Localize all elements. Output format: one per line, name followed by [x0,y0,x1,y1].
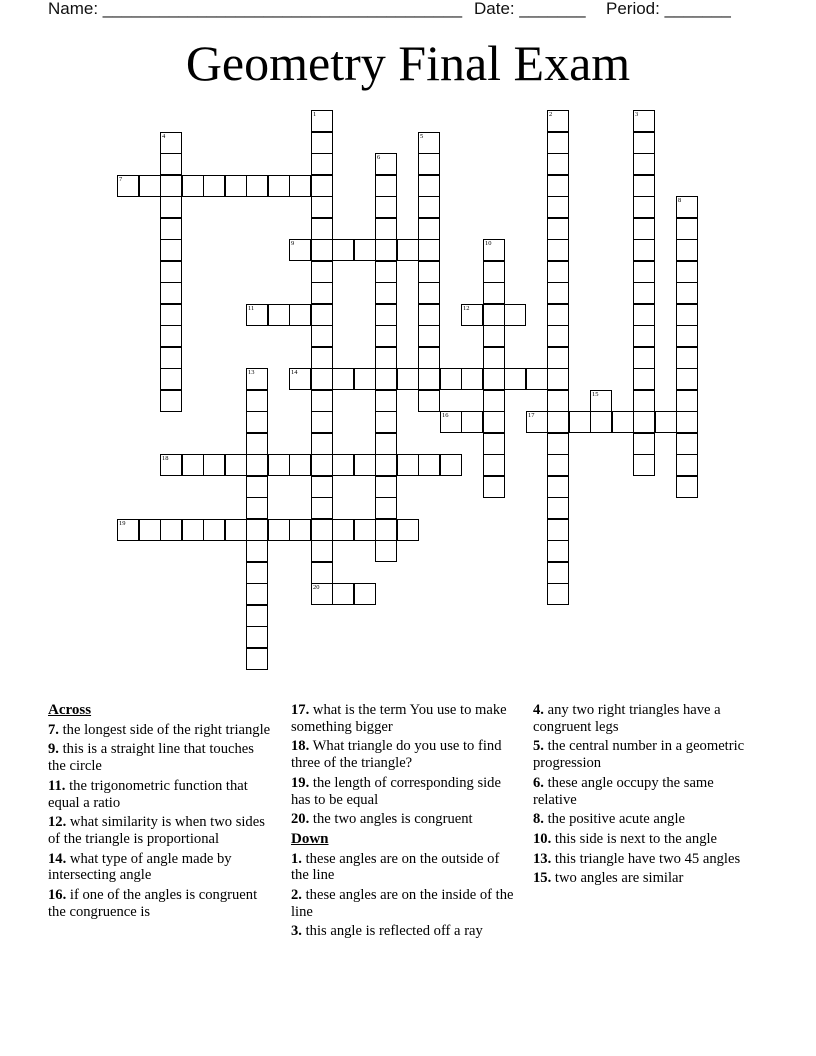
grid-cell[interactable] [246,390,268,412]
clue-number-label: 10 [485,240,492,247]
clue-text: What triangle do you use to find three of the triangle? [291,738,502,772]
grid-cell[interactable] [483,304,505,326]
grid-cell[interactable] [418,175,440,197]
clue-number-label: 5 [420,133,424,140]
across-heading: Across [48,702,92,718]
clue-number: 3. [291,923,302,940]
grid-cell[interactable] [633,325,655,347]
grid-cell[interactable] [547,390,569,412]
grid-cell[interactable] [418,239,440,261]
grid-cell[interactable] [418,196,440,218]
clue-text: two angles are similar [554,870,684,887]
grid-cell[interactable] [246,411,268,433]
grid-cell[interactable] [547,476,569,498]
grid-cell[interactable] [332,519,354,541]
grid-cell[interactable] [354,583,376,605]
grid-cell[interactable] [483,347,505,369]
grid-cell[interactable] [311,325,333,347]
clue-number-label: 1 [313,111,317,118]
clue-number-label: 9 [291,240,295,247]
grid-cell[interactable] [289,454,311,476]
clue-across-16 [48,887,273,920]
grid-cell[interactable] [246,648,268,670]
clue-down-1 [291,851,516,884]
clue-text: this side is next to the angle [554,830,718,847]
grid-cell[interactable] [311,282,333,304]
grid-cell[interactable] [289,304,311,326]
clue-down-15 [533,870,758,887]
grid-cell[interactable] [332,454,354,476]
grid-cell[interactable] [311,390,333,412]
clue-text: if one of the angles is congruent the congruence is [48,887,258,920]
grid-cell[interactable] [418,325,440,347]
clue-number: 19. [291,774,310,791]
grid-cell[interactable] [311,196,333,218]
clue-text: the length of corresponding side has to be equal [291,774,501,808]
grid-cell[interactable] [547,433,569,455]
grid-cell[interactable] [676,390,698,412]
grid-cell[interactable] [268,304,290,326]
clue-number: 1. [291,850,302,867]
clue-across-19 [291,775,516,808]
grid-cell[interactable] [547,540,569,562]
grid-cell[interactable] [160,218,182,240]
grid-cell[interactable] [375,454,397,476]
grid-cell[interactable] [547,583,569,605]
grid-cell[interactable] [461,411,483,433]
clue-number: 5. [533,738,544,755]
grid-cell[interactable] [676,304,698,326]
grid-cell[interactable] [633,454,655,476]
clue-number: 2. [291,887,302,904]
clue-text: the two angles is congruent [312,811,473,828]
grid-cell[interactable] [375,497,397,519]
clue-number-label: 3 [635,111,639,118]
grid-cell[interactable] [311,175,333,197]
clue-number-label: 13 [248,369,255,376]
grid-cell[interactable] [160,347,182,369]
grid-cell[interactable] [311,304,333,326]
grid-cell[interactable] [246,433,268,455]
clue-number-label: 12 [463,305,470,312]
grid-cell[interactable] [246,519,268,541]
clue-down-8 [533,811,758,828]
grid-cell[interactable] [246,605,268,627]
clue-text: the longest side of the right triangle [62,721,271,738]
grid-cell[interactable] [225,519,247,541]
grid-cell[interactable] [311,132,333,154]
grid-cell[interactable] [547,239,569,261]
grid-cell[interactable] [139,175,161,197]
clue-down-10 [533,831,758,848]
clue-across-18 [291,738,516,771]
clue-number-label: 18 [162,455,169,462]
page-title: Geometry Final Exam [185,35,631,91]
grid-cell[interactable] [311,153,333,175]
grid-cell[interactable] [246,476,268,498]
clue-number: 9. [48,741,59,758]
grid-cell[interactable] [375,304,397,326]
grid-cell[interactable] [676,411,698,433]
grid-cell[interactable] [160,196,182,218]
grid-cell[interactable] [160,325,182,347]
grid-cell[interactable] [676,347,698,369]
grid-cell[interactable] [375,368,397,390]
grid-cell[interactable] [375,239,397,261]
clue-text: these angles are on the inside of the line [291,887,514,920]
grid-cell[interactable] [311,261,333,283]
clue-text: this is a straight line that touches the circle [48,741,254,775]
grid-cell[interactable] [633,239,655,261]
grid-cell[interactable] [483,282,505,304]
grid-cell[interactable] [547,175,569,197]
grid-cell[interactable] [633,368,655,390]
grid-cell[interactable] [418,218,440,240]
grid-cell[interactable] [311,433,333,455]
clue-number-label: 4 [162,133,166,140]
grid-cell[interactable] [676,433,698,455]
grid-cell[interactable] [311,497,333,519]
grid-cell[interactable] [397,454,419,476]
grid-cell[interactable] [418,282,440,304]
grid-cell[interactable] [397,239,419,261]
clues-column-1 [48,702,273,923]
grid-cell[interactable] [461,368,483,390]
grid-cell[interactable] [655,411,677,433]
clue-text: the trigonometric function that equal a ratio [48,777,248,811]
grid-cell[interactable] [354,454,376,476]
grid-cell[interactable] [311,562,333,584]
grid-cell[interactable] [182,519,204,541]
grid-cell[interactable] [311,411,333,433]
grid-cell[interactable] [160,304,182,326]
grid-cell[interactable] [246,562,268,584]
grid-cell[interactable] [547,519,569,541]
grid-cell[interactable] [375,218,397,240]
clue-number-label: 14 [291,369,298,376]
grid-cell[interactable] [483,390,505,412]
grid-cell[interactable] [418,454,440,476]
grid-cell[interactable] [483,411,505,433]
grid-cell[interactable] [246,497,268,519]
clue-number: 12. [48,814,67,831]
clue-text: any two right triangles have a congruent legs [533,702,721,735]
grid-cell[interactable] [311,239,333,261]
grid-cell[interactable] [633,132,655,154]
clue-number: 18. [291,738,310,755]
clue-number-label: 16 [442,412,449,419]
grid-cell[interactable] [633,282,655,304]
grid-cell[interactable] [246,175,268,197]
grid-cell[interactable] [418,347,440,369]
grid-cell[interactable] [590,411,612,433]
clue-number: 6. [533,774,544,791]
grid-cell[interactable] [268,454,290,476]
clues-column-2 [291,702,516,943]
grid-cell[interactable] [268,175,290,197]
grid-cell[interactable] [160,261,182,283]
clue-text: these angle occupy the same relative [533,774,714,808]
clue-number-label: 15 [592,391,599,398]
grid-cell[interactable] [676,261,698,283]
grid-cell[interactable] [547,153,569,175]
clue-number: 7. [48,721,59,738]
grid-cell[interactable] [246,583,268,605]
clue-down-4 [533,702,758,735]
grid-cell[interactable] [676,282,698,304]
grid-cell[interactable] [676,368,698,390]
grid-cell[interactable] [160,282,182,304]
grid-cell[interactable] [397,368,419,390]
grid-cell[interactable] [289,519,311,541]
clue-number: 4. [533,702,544,718]
grid-cell[interactable] [547,196,569,218]
clue-text: what is the term You use to make something bigger [291,702,507,735]
name-field[interactable]: Name: ______________________________________ [48,0,463,18]
grid-cell[interactable] [160,390,182,412]
clue-across-7 [48,722,273,739]
grid-cell[interactable] [504,304,526,326]
date-field[interactable]: Date: _______ [474,0,586,18]
grid-cell[interactable] [483,476,505,498]
grid-cell[interactable] [160,239,182,261]
clue-number: 16. [48,887,67,904]
grid-cell[interactable] [483,368,505,390]
grid-cell[interactable] [633,304,655,326]
clue-text: what type of angle made by intersecting angle [48,850,232,884]
clue-number-label: 20 [313,584,320,591]
grid-cell[interactable] [311,454,333,476]
grid-cell[interactable] [246,540,268,562]
grid-cell[interactable] [160,519,182,541]
grid-cell[interactable] [375,196,397,218]
grid-cell[interactable] [418,368,440,390]
grid-cell[interactable] [375,411,397,433]
grid-cell[interactable] [375,390,397,412]
grid-cell[interactable] [375,476,397,498]
clue-number-label: 17 [528,412,535,419]
clue-number: 15. [533,870,552,887]
grid-cell[interactable] [676,476,698,498]
grid-cell[interactable] [375,540,397,562]
grid-cell[interactable] [160,153,182,175]
down-heading: Down [291,830,329,847]
grid-cell[interactable] [311,476,333,498]
grid-cell[interactable] [332,239,354,261]
clue-text: these angles are on the outside of the line [291,850,500,884]
grid-cell[interactable] [547,347,569,369]
grid-cell[interactable] [547,411,569,433]
grid-cell[interactable] [203,519,225,541]
grid-cell[interactable] [547,282,569,304]
clue-number-label: 6 [377,154,381,161]
grid-cell[interactable] [547,325,569,347]
grid-cell[interactable] [418,390,440,412]
clue-down-2 [291,887,516,920]
grid-cell[interactable] [504,368,526,390]
grid-cell[interactable] [547,261,569,283]
grid-cell[interactable] [311,519,333,541]
grid-cell[interactable] [311,368,333,390]
grid-cell[interactable] [440,368,462,390]
clue-text: the positive acute angle [547,811,685,828]
grid-cell[interactable] [375,433,397,455]
grid-cell[interactable] [182,454,204,476]
clue-number: 8. [533,811,544,828]
clue-number: 20. [291,811,310,828]
grid-cell[interactable] [547,132,569,154]
clue-text: this triangle have two 45 angles [554,850,741,867]
clue-number: 13. [533,850,552,867]
grid-cell[interactable] [182,175,204,197]
clue-text: what similarity is when two sides of the triangle is proportional [48,814,265,847]
grid-cell[interactable] [676,325,698,347]
grid-cell[interactable] [633,347,655,369]
clue-down-3 [291,923,516,940]
grid-cell[interactable] [547,368,569,390]
grid-cell[interactable] [483,454,505,476]
grid-cell[interactable] [139,519,161,541]
grid-cell[interactable] [375,325,397,347]
grid-cell[interactable] [483,325,505,347]
grid-cell[interactable] [311,347,333,369]
grid-cell[interactable] [612,411,634,433]
clue-across-17 [291,702,516,735]
clue-number: 17. [291,702,310,718]
grid-cell[interactable] [547,497,569,519]
grid-cell[interactable] [633,433,655,455]
clue-number: 10. [533,830,552,847]
clue-number-label: 11 [248,305,255,312]
grid-cell[interactable] [483,261,505,283]
period-field[interactable]: Period: _______ [606,0,731,18]
grid-cell[interactable] [332,583,354,605]
grid-cell[interactable] [547,304,569,326]
grid-cell[interactable] [418,261,440,283]
grid-cell[interactable] [676,454,698,476]
grid-cell[interactable] [633,390,655,412]
grid-cell[interactable] [354,519,376,541]
grid-cell[interactable] [547,218,569,240]
grid-cell[interactable] [633,218,655,240]
clue-text: this angle is reflected off a ray [305,923,483,940]
clue-text: the central number in a geometric progression [533,738,745,772]
grid-cell[interactable] [375,261,397,283]
clue-number: 14. [48,850,67,867]
grid-cell[interactable] [633,196,655,218]
clue-across-20 [291,811,516,828]
grid-cell[interactable] [483,433,505,455]
grid-cell[interactable] [268,519,290,541]
grid-cell[interactable] [289,175,311,197]
grid-cell[interactable] [418,153,440,175]
grid-cell[interactable] [633,411,655,433]
clue-down-5 [533,738,758,771]
clue-across-9 [48,741,273,774]
grid-cell[interactable] [375,519,397,541]
grid-cell[interactable] [225,454,247,476]
grid-cell[interactable] [311,218,333,240]
grid-cell[interactable] [332,368,354,390]
grid-cell[interactable] [676,218,698,240]
grid-cell[interactable] [311,540,333,562]
grid-cell[interactable] [203,454,225,476]
grid-cell[interactable] [397,519,419,541]
clue-number: 11. [48,777,66,794]
grid-cell[interactable] [547,562,569,584]
grid-cell[interactable] [160,368,182,390]
clue-number-label: 7 [119,176,123,183]
grid-cell[interactable] [633,153,655,175]
grid-cell[interactable] [440,454,462,476]
grid-cell[interactable] [375,175,397,197]
grid-cell[interactable] [418,304,440,326]
clue-down-13 [533,851,758,868]
grid-cell[interactable] [375,282,397,304]
grid-cell[interactable] [246,454,268,476]
grid-cell[interactable] [225,175,247,197]
clue-across-11 [48,778,273,811]
grid-cell[interactable] [633,175,655,197]
grid-cell[interactable] [246,626,268,648]
clue-number-label: 19 [119,520,126,527]
clues-column-3 [533,702,758,890]
grid-cell[interactable] [354,368,376,390]
grid-cell[interactable] [676,239,698,261]
clue-across-14 [48,851,273,884]
clue-down-6 [533,775,758,808]
grid-cell[interactable] [160,175,182,197]
clue-number-label: 2 [549,111,553,118]
grid-cell[interactable] [547,454,569,476]
grid-cell[interactable] [354,239,376,261]
grid-cell[interactable] [375,347,397,369]
clue-across-12 [48,814,273,847]
grid-cell[interactable] [526,368,548,390]
clue-number-label: 8 [678,197,682,204]
grid-cell[interactable] [203,175,225,197]
grid-cell[interactable] [633,261,655,283]
grid-cell[interactable] [569,411,591,433]
